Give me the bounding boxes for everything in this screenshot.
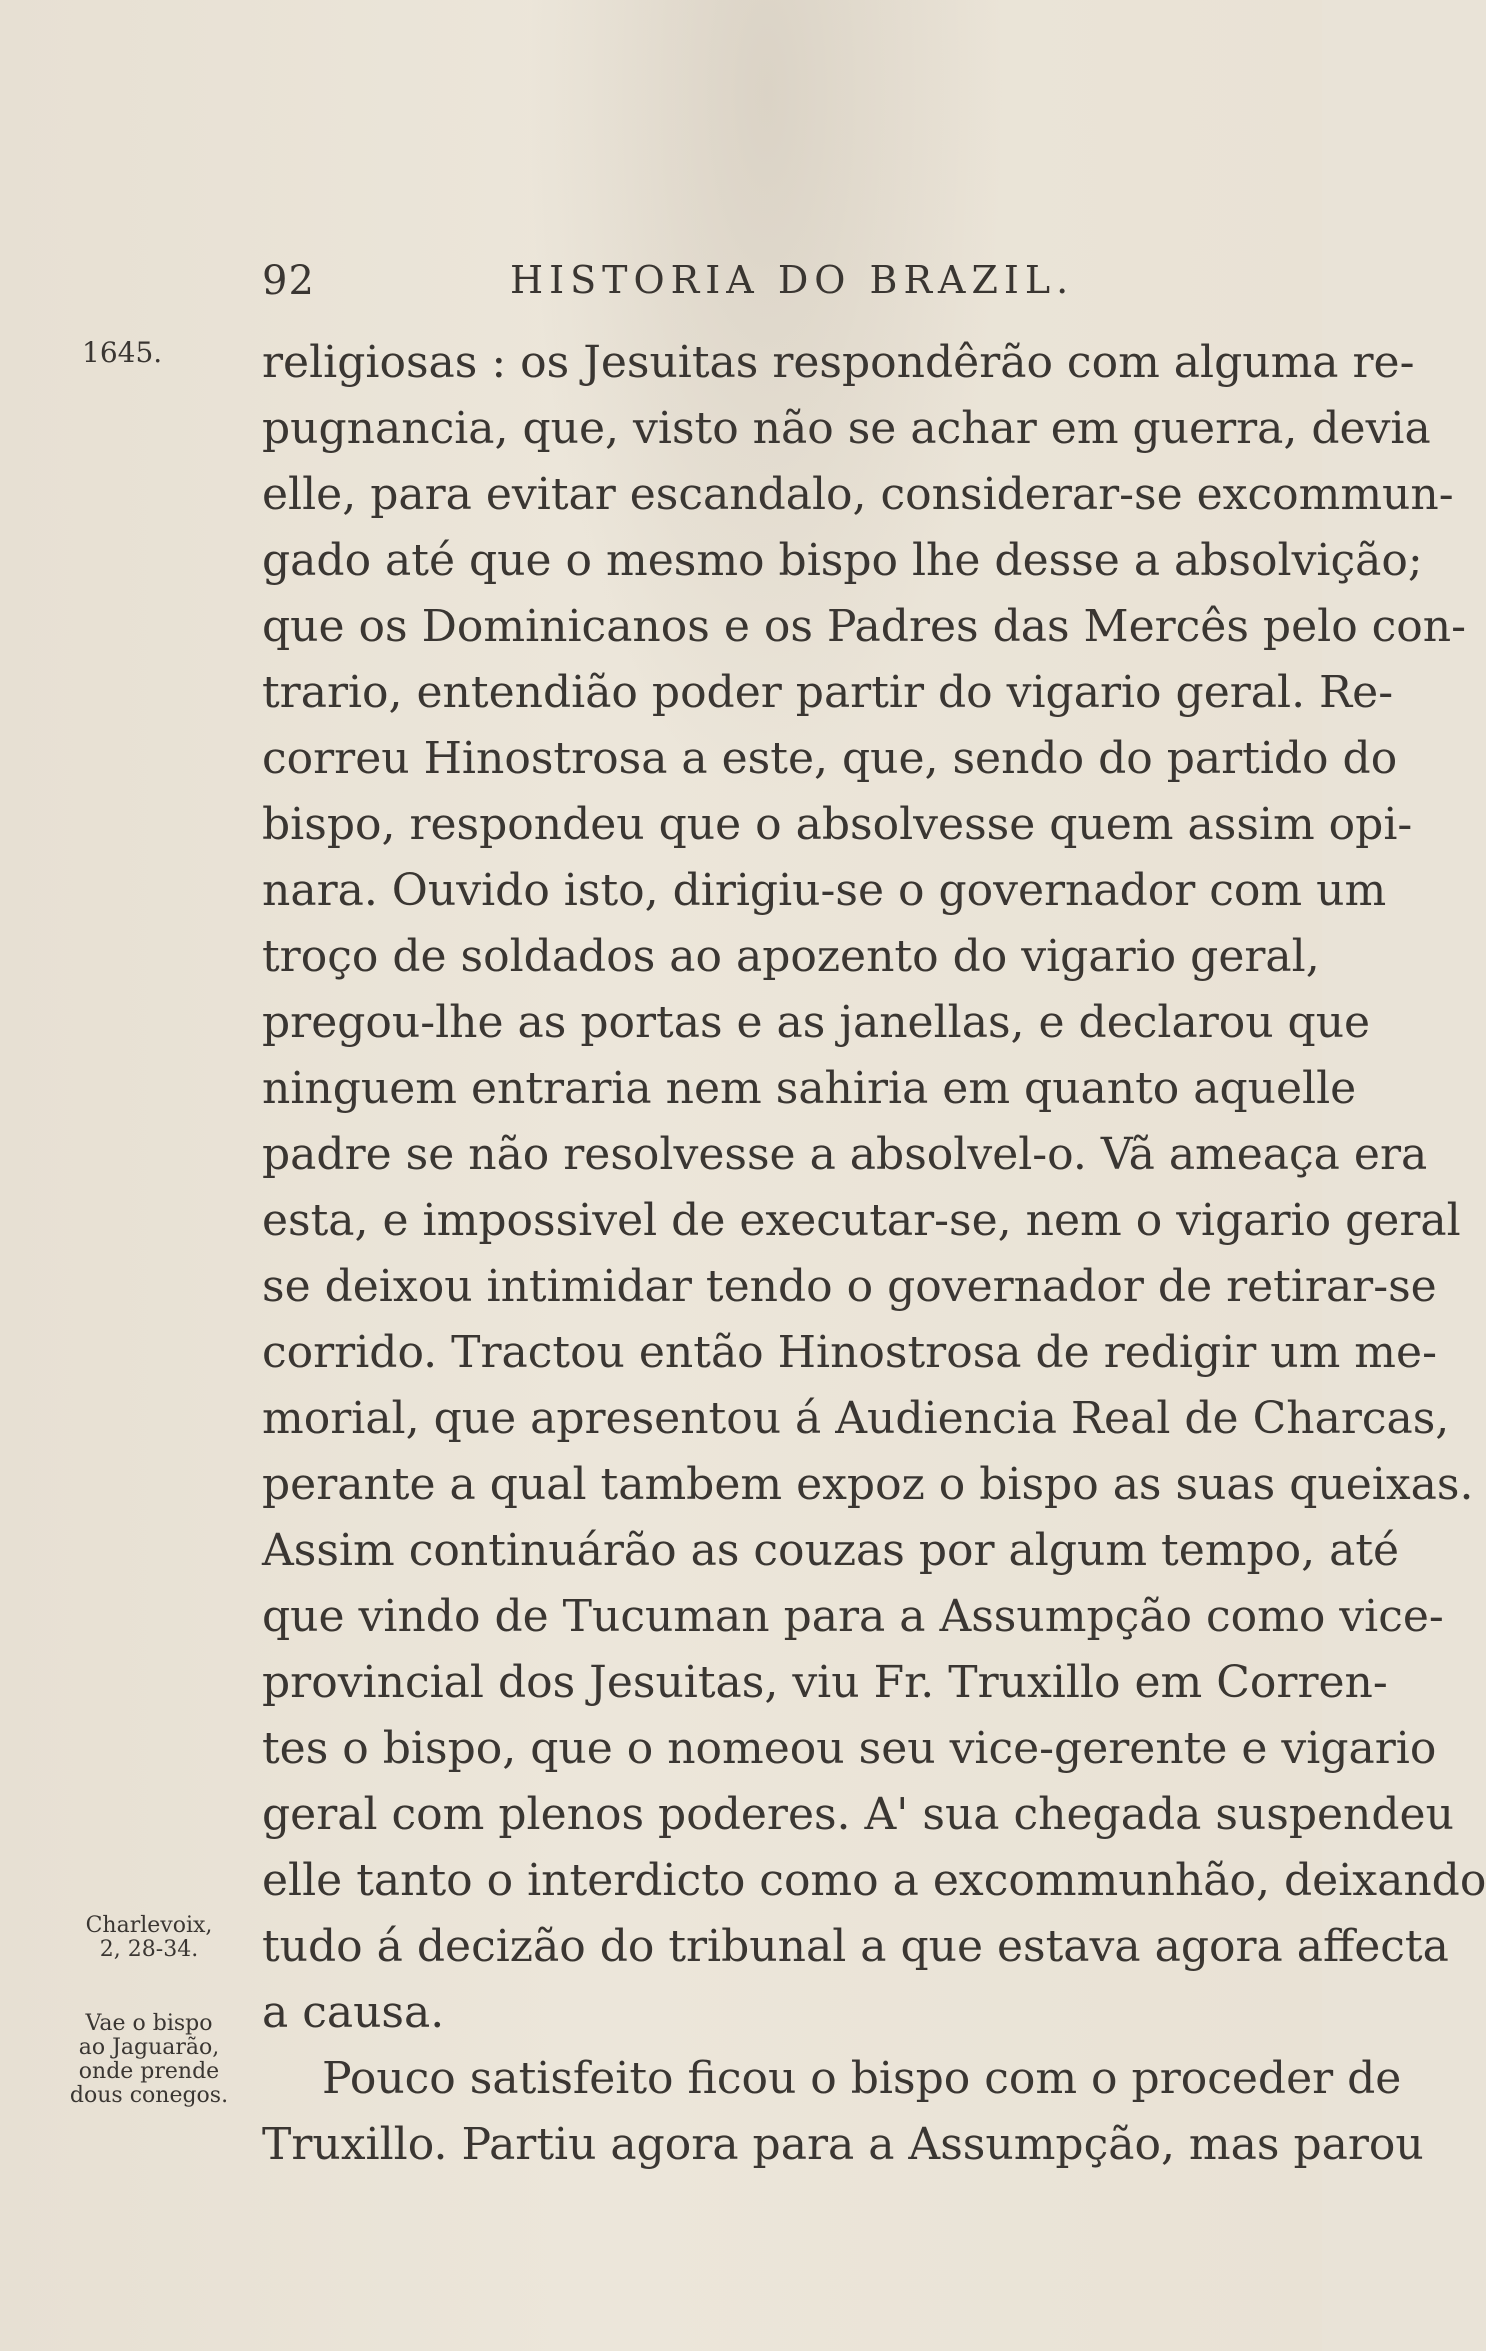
text-line: provincial dos Jesuitas, viu Fr. Truxillo em Corren- (262, 1657, 1388, 1708)
running-title: HISTORIA DO BRAZIL. (510, 258, 1075, 302)
text-line: pregou-lhe as portas e as janellas, e declarou que (262, 997, 1371, 1048)
text-line: religiosas : os Jesuitas respondêrão com alguma re- (262, 337, 1415, 388)
margin-year: 1645. (82, 336, 163, 369)
text-line: que vindo de Tucuman para a Assumpção como vice- (262, 1591, 1444, 1642)
text-line: se deixou intimidar tendo o governador de retirar-se (262, 1261, 1437, 1312)
text-line: esta, e impossivel de executar-se, nem o vigario geral (262, 1195, 1461, 1246)
text-line: tudo á decizão do tribunal a que estava agora affecta (262, 1921, 1449, 1972)
text-line: que os Dominicanos e os Padres das Mercês pelo con- (262, 601, 1467, 652)
margin-note-line: ao Jaguarão, (78, 2035, 220, 2060)
text-line: pugnancia, que, visto não se achar em guerra, devia (262, 403, 1431, 454)
text-line: nara. Ouvido isto, dirigiu-se o governador com um (262, 865, 1387, 916)
text-line: Assim continuárão as couzas por algum tempo, até (262, 1525, 1400, 1576)
text-line: corrido. Tractou então Hinostrosa de redigir um me- (262, 1327, 1437, 1378)
margin-note-line: dous conegos. (69, 2083, 229, 2108)
margin-note-vae-o-bispo (44, 2012, 254, 2108)
text-line: geral com plenos poderes. A' sua chegada suspendeu (262, 1789, 1454, 1840)
text-line: a causa. (262, 1987, 445, 2038)
page-header (262, 258, 1262, 310)
text-line: ninguem entraria nem sahiria em quanto aquelle (262, 1063, 1357, 1114)
page-number: 92 (262, 258, 315, 304)
margin-note-line: Vae o bispo (85, 2011, 213, 2036)
text-line: troço de soldados ao apozento do vigario geral, (262, 931, 1320, 982)
text-line: morial, que apresentou á Audiencia Real de Charcas, (262, 1393, 1450, 1444)
margin-note-line: Charlevoix, (85, 1913, 213, 1938)
body-text (262, 330, 1486, 2178)
text-line: padre se não resolvesse a absolvel-o. Vã ameaça era (262, 1129, 1428, 1180)
text-line: tes o bispo, que o nomeou seu vice-gerente e vigario (262, 1723, 1437, 1774)
text-line: Truxillo. Partiu agora para a Assumpção, mas parou (262, 2119, 1424, 2170)
text-line: bispo, respondeu que o absolvesse quem assim opi- (262, 799, 1413, 850)
text-line: Pouco satisfeito ficou o bispo com o proceder de (322, 2053, 1402, 2104)
margin-note-line: 2, 28-34. (99, 1937, 199, 1962)
text-line: elle, para evitar escandalo, considerar-se excommun- (262, 469, 1454, 520)
text-line: trario, entendião poder partir do vigario geral. Re- (262, 667, 1394, 718)
text-line: elle tanto o interdicto como a excommunhão, deixando (262, 1855, 1486, 1906)
text-line: perante a qual tambem expoz o bispo as suas queixas. (262, 1459, 1474, 1510)
text-line: correu Hinostrosa a este, que, sendo do partido do (262, 733, 1398, 784)
text-line: gado até que o mesmo bispo lhe desse a absolvição; (262, 535, 1423, 586)
margin-note-line: onde prende (78, 2059, 220, 2084)
margin-note-charlevoix (44, 1914, 254, 1962)
